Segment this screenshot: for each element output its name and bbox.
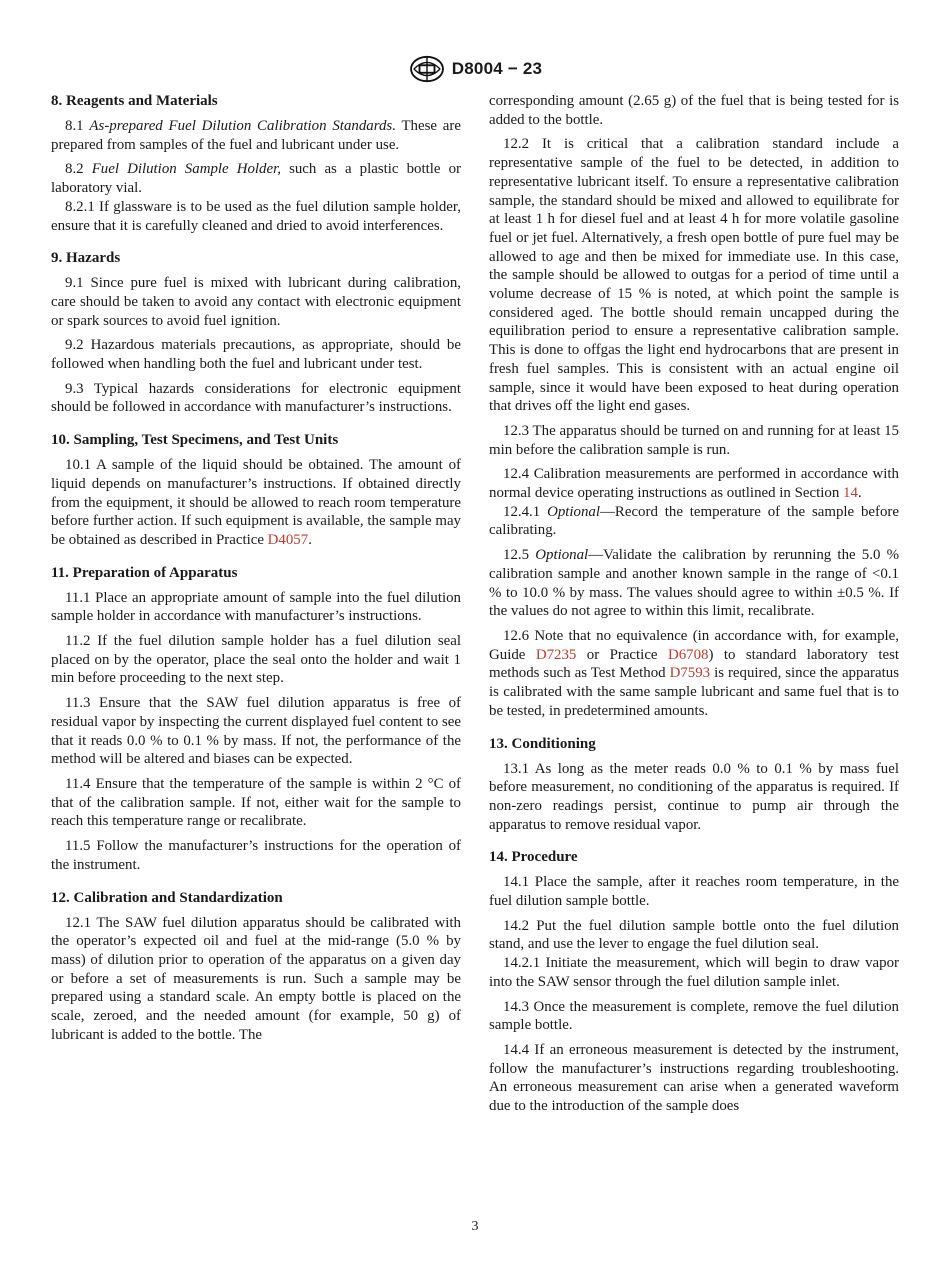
section-10-heading: 10. Sampling, Test Specimens, and Test Units [51,432,339,449]
paragraph-11-4: 11.4 Ensure that the temperature of the sample is within 2 °C of that of the calibration sample. If not, either wait for the sample to reach this temperature range or recalibrate. [51,775,461,830]
paragraph-12-1-continued: corresponding amount (2.65 g) of the fuel that is being tested for is added to the bottle. [489,93,899,128]
paragraph-12-2: 12.2 It is critical that a calibration standard include a representative sample of the fuel to be detected, in addition to representative lubricant itself. To ensure a representative calibration sample, the standard should be mixed and allowed to equilibrate for at least 1 h for diesel fuel and at least 4 h for more volatile gasoline fuel or jet fuel. Alternatively, a fresh open bottle of pure fuel may be allowed to age and then be mixed for immediate use. In this case, the sample should be allowed to outgas for a period of time until a volume decrease of 15 % is noted, at which point the sample is considered aged. The bottle should remain uncapped during the equilibration period to ensure a representative calibration sample. This is done to offgas the light end hydrocarbons that are present in fresh fuel samples. This is consistent with an actual engine oil sample, since it would have been exposed to heat during operation that drives off the light end gases. [489,136,899,415]
paragraph-11-3: 11.3 Ensure that the SAW fuel dilution apparatus is free of residual vapor by inspecting the current displayed fuel content to see that it reads 0.0 % to 0.1 % by mass. If not, the performance of the method will be altered and biases can be expected. [51,695,461,768]
paragraph-14-2-1: 14.2.1 Initiate the measurement, which will begin to draw vapor into the SAW sensor through the fuel dilution sample inlet. [489,955,899,990]
reference-link-d7235[interactable]: D7235 [535,646,577,663]
paragraph-14-1: 14.1 Place the sample, after it reaches room temperature, in the fuel dilution sample bottle. [489,874,899,910]
paragraph-11-5: 11.5 Follow the manufacturer’s instructions for the operation of the instrument. [51,838,461,873]
left-column [51,92,461,1050]
paragraph-12-6: 12.6 Note that no equivalence (in accordance with, for example, Guide D7235 or Practice D6708) to standard laboratory test methods such as Test Method D7593 is required, since the apparatus is calibrated with the same sample lubricant and same fuel that is to be tested, in predetermined amounts. [489,627,899,719]
paragraph-12-3: 12.3 The apparatus should be turned on and running for at least 15 min before the calibration sample is run. [489,422,899,458]
paragraph-11-1: 11.1 Place an appropriate amount of sample into the fuel dilution sample holder in accordance with manufacturer’s instructions. [51,589,461,625]
page-number: 3 [471,1219,479,1234]
reference-link-d7593[interactable]: D7593 [669,665,711,682]
paragraph-14-2: 14.2 Put the fuel dilution sample bottle onto the fuel dilution stand, and use the lever to engage the fuel dilution seal. [489,917,899,953]
paragraph-12-4-1: 12.4.1 Optional—Record the temperature of the sample before calibrating. [489,503,899,539]
section-9-heading: 9. Hazards [51,250,121,267]
paragraph-12-5: 12.5 Optional—Validate the calibration by rerunning the 5.0 % calibration sample and another known sample in the range of <0.1 % to 10.0 % by mass. The values should agree to within ±0.5 %. If the values do not agree to within this limit, recalibrate. [489,547,900,620]
section-11-heading: 11. Preparation of Apparatus [51,564,238,581]
paragraph-14-4: 14.4 If an erroneous measurement is detected by the instrument, follow the manufacturer’s instructions regarding troubleshooting. An erroneous measurement can arise when a generated waveform due to the introduction of the sample does [489,1041,899,1115]
section-12-heading: 12. Calibration and Standardization [51,889,283,906]
astm-logo-icon [408,54,446,84]
section-8-heading: 8. Reagents and Materials [51,93,218,109]
standard-designation: D8004 − 23 [451,59,543,78]
paragraph-12-4: 12.4 Calibration measurements are performed in accordance with normal device operating instructions as outlined in Section 14. [489,466,899,502]
reference-link-d4057[interactable]: D4057 [267,531,309,548]
section-14-heading: 14. Procedure [489,849,578,866]
paragraph-11-2: 11.2 If the fuel dilution sample holder has a fuel dilution seal placed on by the operator, place the seal onto the holder and wait 1 min before proceeding to the next step. [51,633,461,687]
section-13-heading: 13. Conditioning [489,735,596,752]
paragraph-8-2-1: 8.2.1 If glassware is to be used as the fuel dilution sample holder, ensure that it is carefully cleaned and dried to avoid interferences. [51,198,461,234]
right-column [489,92,899,1122]
paragraph-9-3: 9.3 Typical hazards considerations for electronic equipment should be followed in accordance with manufacturer’s instructions. [51,380,461,416]
paragraph-13-1: 13.1 As long as the meter reads 0.0 % to 0.1 % by mass fuel before measurement, no conditioning of the apparatus is required. If non-zero readings persist, continue to pump air through the apparatus to remove residual vapor. [489,760,899,833]
paragraph-14-3: 14.3 Once the measurement is complete, remove the fuel dilution sample bottle. [489,998,899,1034]
paragraph-8-2: 8.2 Fuel Dilution Sample Holder, such as a plastic bottle or laboratory vial. [51,161,461,197]
paragraph-9-2: 9.2 Hazardous materials precautions, as appropriate, should be followed when handling both the fuel and lubricant under test. [51,337,461,373]
reference-link-d6708[interactable]: D6708 [667,646,709,663]
paragraph-12-1: 12.1 The SAW fuel dilution apparatus should be calibrated with the operator’s expected oil and fuel at the mid-range (5.0 % by mass) of dilution prior to operation of the apparatus on a given day or before a set of measurements is run. Such a sample may be prepared using a standard scale. An empty bottle is placed on the scale, zeroed, and the needed amount (for example, 50 g) of lubricant is added to the bottle. The [51,914,461,1043]
paragraph-8-1: 8.1 As-prepared Fuel Dilution Calibration Standards. These are prepared from samples of the fuel and lubricant under use. [51,118,461,153]
paragraph-9-1: 9.1 Since pure fuel is mixed with lubricant during calibration, care should be taken to avoid any contact with electronic equipment or spark sources to avoid fuel ignition. [51,275,461,329]
section-link-14[interactable]: 14 [843,485,858,502]
paragraph-10-1: 10.1 A sample of the liquid should be obtained. The amount of liquid depends on manufacturer’s instructions. If obtained directly from the equipment, it should be allowed to reach room temperature before further action. If such equipment is available, the sample may be obtained as described in Practice D4057. [51,457,461,548]
page-header [0,52,950,86]
